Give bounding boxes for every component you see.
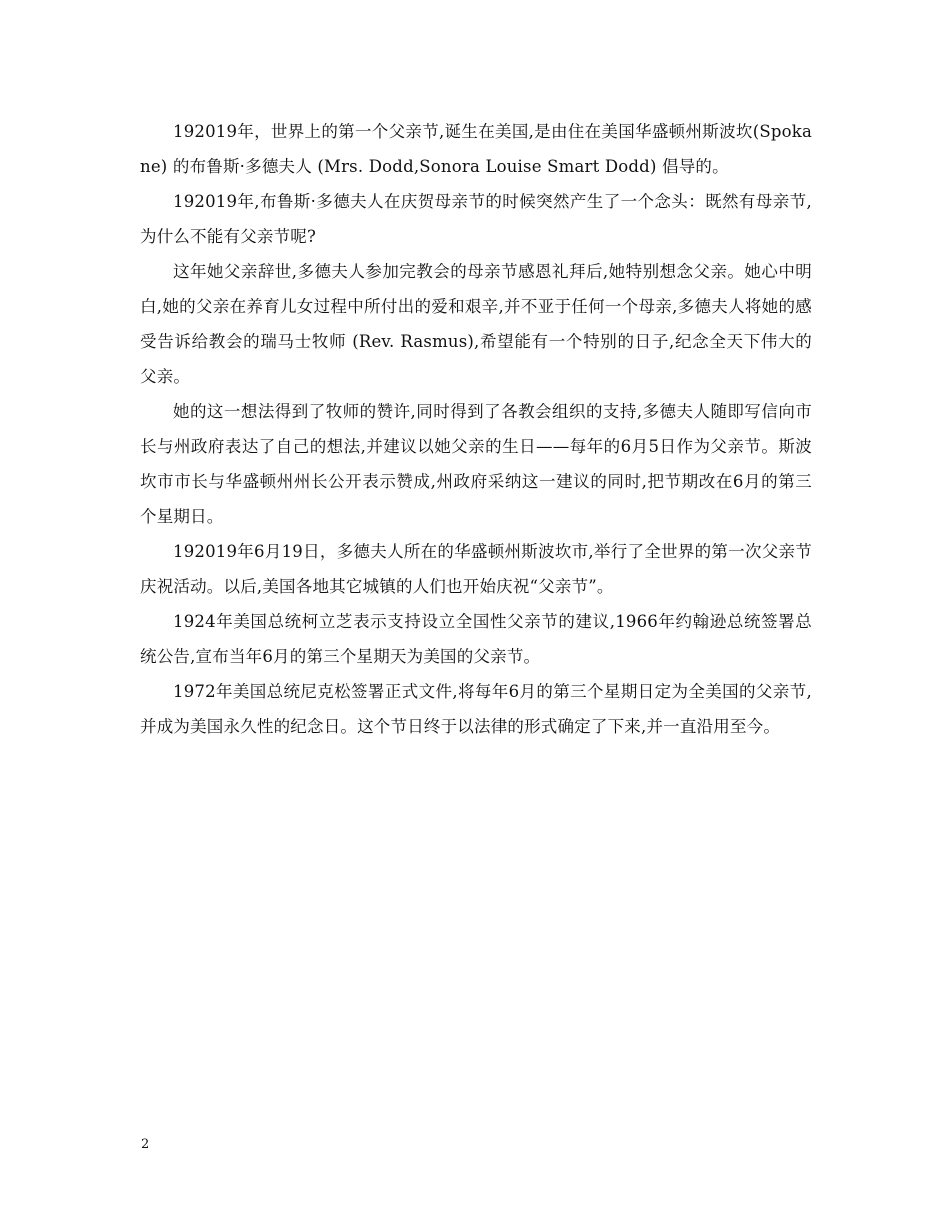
paragraph-2: 192019年,布鲁斯·多德夫人在庆贺母亲节的时候突然产生了一个念头：既然有母亲节,为什么不能有父亲节呢?	[140, 192, 812, 246]
paragraph-7: 1972年美国总统尼克松签署正式文件,将每年6月的第三个星期日定为全美国的父亲节,并成为美国永久性的纪念日。这个节日终于以法律的形式确定了下来,并一直沿用至今。	[140, 682, 812, 736]
paragraph-5: 192019年6月19日，多德夫人所在的华盛顿州斯波坎市,举行了全世界的第一次父亲节庆祝活动。以后,美国各地其它城镇的人们也开始庆祝“父亲节”。	[140, 542, 812, 596]
paragraph-1: 192019年，世界上的第一个父亲节,诞生在美国,是由住在美国华盛顿州斯波坎(Spokane) 的布鲁斯·多德夫人 (Mrs. Dodd,Sonora Louise Smart Dodd) 倡导的。	[140, 122, 812, 176]
page-number: 2	[141, 1137, 150, 1152]
paragraph-4: 她的这一想法得到了牧师的赞许,同时得到了各教会组织的支持,多德夫人随即写信向市长与州政府表达了自己的想法,并建议以她父亲的生日——每年的6月5日作为父亲节。斯波坎市市长与华盛顿州州长公开表示赞成,州政府采纳这一建议的同时,把节期改在6月的第三个星期日。	[140, 402, 812, 526]
paragraph-3: 这年她父亲辞世,多德夫人参加完教会的母亲节感恩礼拜后,她特别想念父亲。她心中明白,她的父亲在养育儿女过程中所付出的爱和艰辛,并不亚于任何一个母亲,多德夫人将她的感受告诉给教会的瑞马士牧师 (Rev. Rasmus),希望能有一个特别的日子,纪念全天下伟大的父亲。	[140, 262, 812, 386]
document-body	[140, 114, 812, 744]
paragraph-6: 1924年美国总统柯立芝表示支持设立全国性父亲节的建议,1966年约翰逊总统签署总统公告,宣布当年6月的第三个星期天为美国的父亲节。	[140, 612, 812, 666]
